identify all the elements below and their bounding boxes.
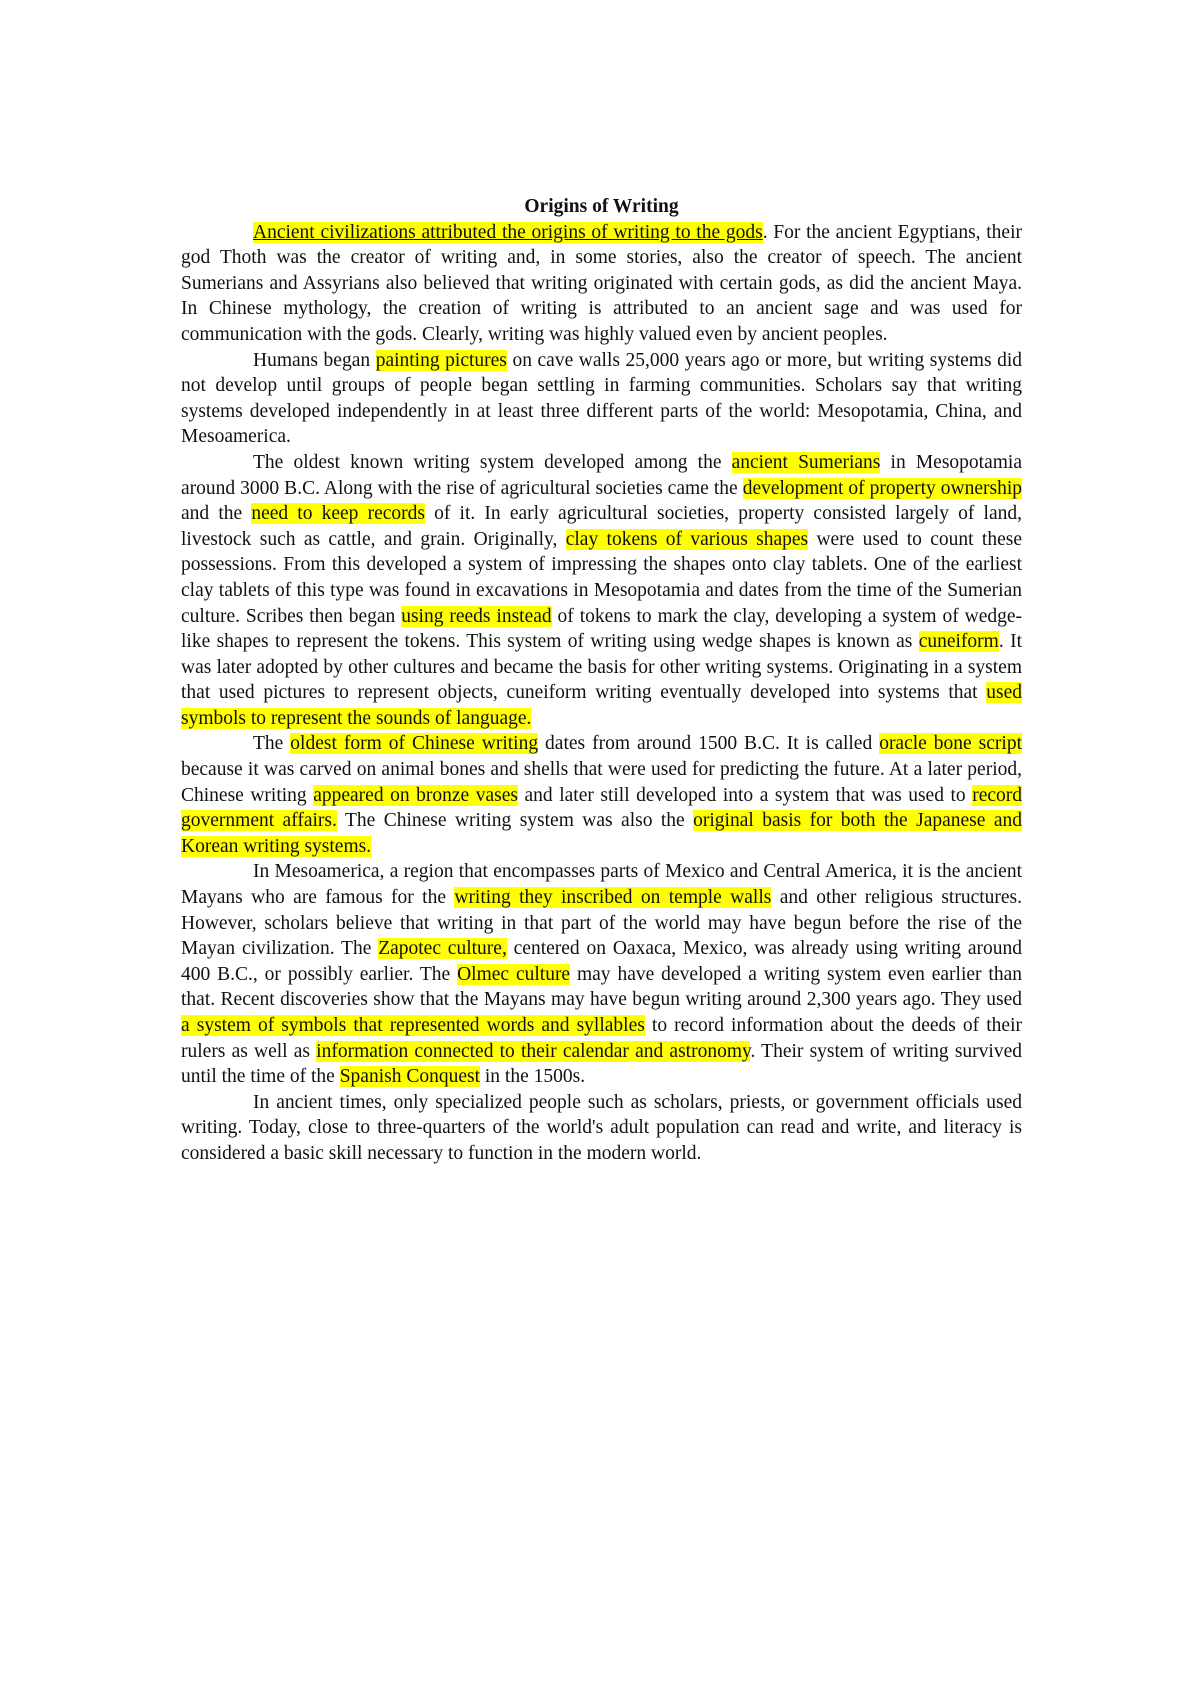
paragraph-text: Humans began <box>253 349 376 371</box>
highlighted-text: information connected to their calendar and astronomy <box>316 1040 751 1062</box>
highlighted-text: Spanish Conquest <box>339 1066 480 1088</box>
paragraph-text: dates from around 1500 B.C. It is called <box>538 733 880 755</box>
highlighted-text: oldest form of Chinese writing <box>290 733 539 755</box>
highlighted-text: oracle bone script <box>879 733 1022 755</box>
highlighted-text: used symbols to represent the sounds of language. <box>181 682 1022 729</box>
highlighted-text: writing they inscribed on temple walls <box>454 887 772 909</box>
highlighted-text: Olmec culture <box>457 963 571 985</box>
paragraph-text: in Mesopotamia around 3000 B.C. Along with the rise of agricultural societies came the <box>181 451 1022 499</box>
paragraph-text: on cave walls 25,000 years ago or more, but writing systems did not develop until groups of people began settling in farming communities. Scholars say that writing systems developed independently in at least three different parts of the world: Mesopotamia, China, and Mesoamerica. <box>181 349 1023 448</box>
paragraph-text: were used to count these possessions. From this developed a system of impressing the shapes onto clay tablets. One of the earliest clay tablets of this type was found in excavations in Mesopotamia and dates from the time of the Sumerian culture. Scribes then began <box>181 528 1022 627</box>
highlighted-text: record government affairs. <box>181 784 1023 832</box>
document-title: Origins of Writing <box>524 196 679 217</box>
paragraph-3 <box>181 450 1022 732</box>
paragraph-1 <box>181 220 1022 348</box>
highlighted-text: original basis for both the Japanese and Korean writing systems. <box>181 810 1022 857</box>
document-page <box>181 194 1022 1167</box>
highlighted-text: painting pictures <box>375 349 507 371</box>
highlighted-text: ancient Sumerians <box>731 451 881 473</box>
highlighted-text: clay tokens of various shapes <box>565 528 809 550</box>
highlighted-text: Zapotec culture, <box>378 938 507 960</box>
paragraph-5 <box>181 859 1022 1089</box>
paragraph-text: to record information about the deeds of their rulers as well as <box>181 1015 1022 1062</box>
paragraph-text: in the 1500s. <box>480 1066 586 1088</box>
paragraph-text: The <box>253 733 291 755</box>
highlighted-text: cuneiform <box>918 631 999 653</box>
paragraph-text: of tokens to mark the clay, developing a system of wedge-like shapes to represent the tokens. This system of writing using wedge shapes is known as <box>181 605 1022 653</box>
paragraph-text: and later still developed into a system that was used to <box>517 784 973 806</box>
paragraph-text: and the <box>181 503 252 525</box>
paragraph-text: The oldest known writing system developed among the <box>253 451 732 473</box>
highlighted-text: need to keep records <box>251 503 425 525</box>
paragraph-text: In ancient times, only specialized people such as scholars, priests, or government officials used writing. Today, close to three-quarters of the world's adult population can read and write, and literacy is considered a basic skill necessary to function in the modern world. <box>181 1091 1022 1164</box>
highlighted-text: development of property ownership <box>742 477 1023 499</box>
paragraph-4 <box>181 731 1022 859</box>
paragraph-text: may have developed a writing system even earlier than that. Recent discoveries show that the Mayans may have begun writing around 2,300 years ago. They used <box>181 963 1022 1011</box>
paragraph-text: . Their system of writing survived until the time of the <box>181 1040 1022 1088</box>
paragraph-text: of it. In early agricultural societies, property consisted largely of land, livestock such as cattle, and grain. Originally, <box>181 503 1022 550</box>
paragraph-text: . It was later adopted by other cultures and became the basis for other writing systems. Originating in a system that used pictures to represent objects, cuneiform writing eventually developed into systems that <box>181 631 1022 704</box>
highlighted-text: using reeds instead <box>401 605 552 627</box>
highlighted-text: appeared on bronze vases <box>313 784 518 806</box>
paragraph-text: The Chinese writing system was also the <box>336 810 694 832</box>
paragraph-6 <box>181 1090 1022 1167</box>
paragraph-text: because it was carved on animal bones and shells that were used for predicting the future. At a later period, Chinese writing <box>181 759 1022 806</box>
highlighted-text: a system of symbols that represented words and syllables <box>181 1015 645 1036</box>
paragraph-text: and other religious structures. However, scholars believe that writing in that part of the world may have begun before the rise of the Mayan civilization. The <box>181 887 1023 960</box>
paragraph-text: centered on Oaxaca, Mexico, was already using writing around 400 B.C., or possibly earlier. The <box>181 938 1022 985</box>
paragraph-2 <box>181 348 1022 450</box>
highlighted-text: Ancient civilizations attributed the origins of writing to the gods <box>253 221 763 243</box>
paragraph-text: . For the ancient Egyptians, their god Thoth was the creator of writing and, in some stories, also the creator of speech. The ancient Sumerians and Assyrians also believed that writing originated with certain gods, as did the ancient Maya. In Chinese mythology, the creation of writing is attributed to an ancient sage and was used for communication with the gods. Clearly, writing was highly valued even by ancient peoples. <box>181 221 1023 345</box>
paragraph-text: In Mesoamerica, a region that encompasses parts of Mexico and Central America, it is the ancient Mayans who are famous for the <box>181 861 1022 909</box>
